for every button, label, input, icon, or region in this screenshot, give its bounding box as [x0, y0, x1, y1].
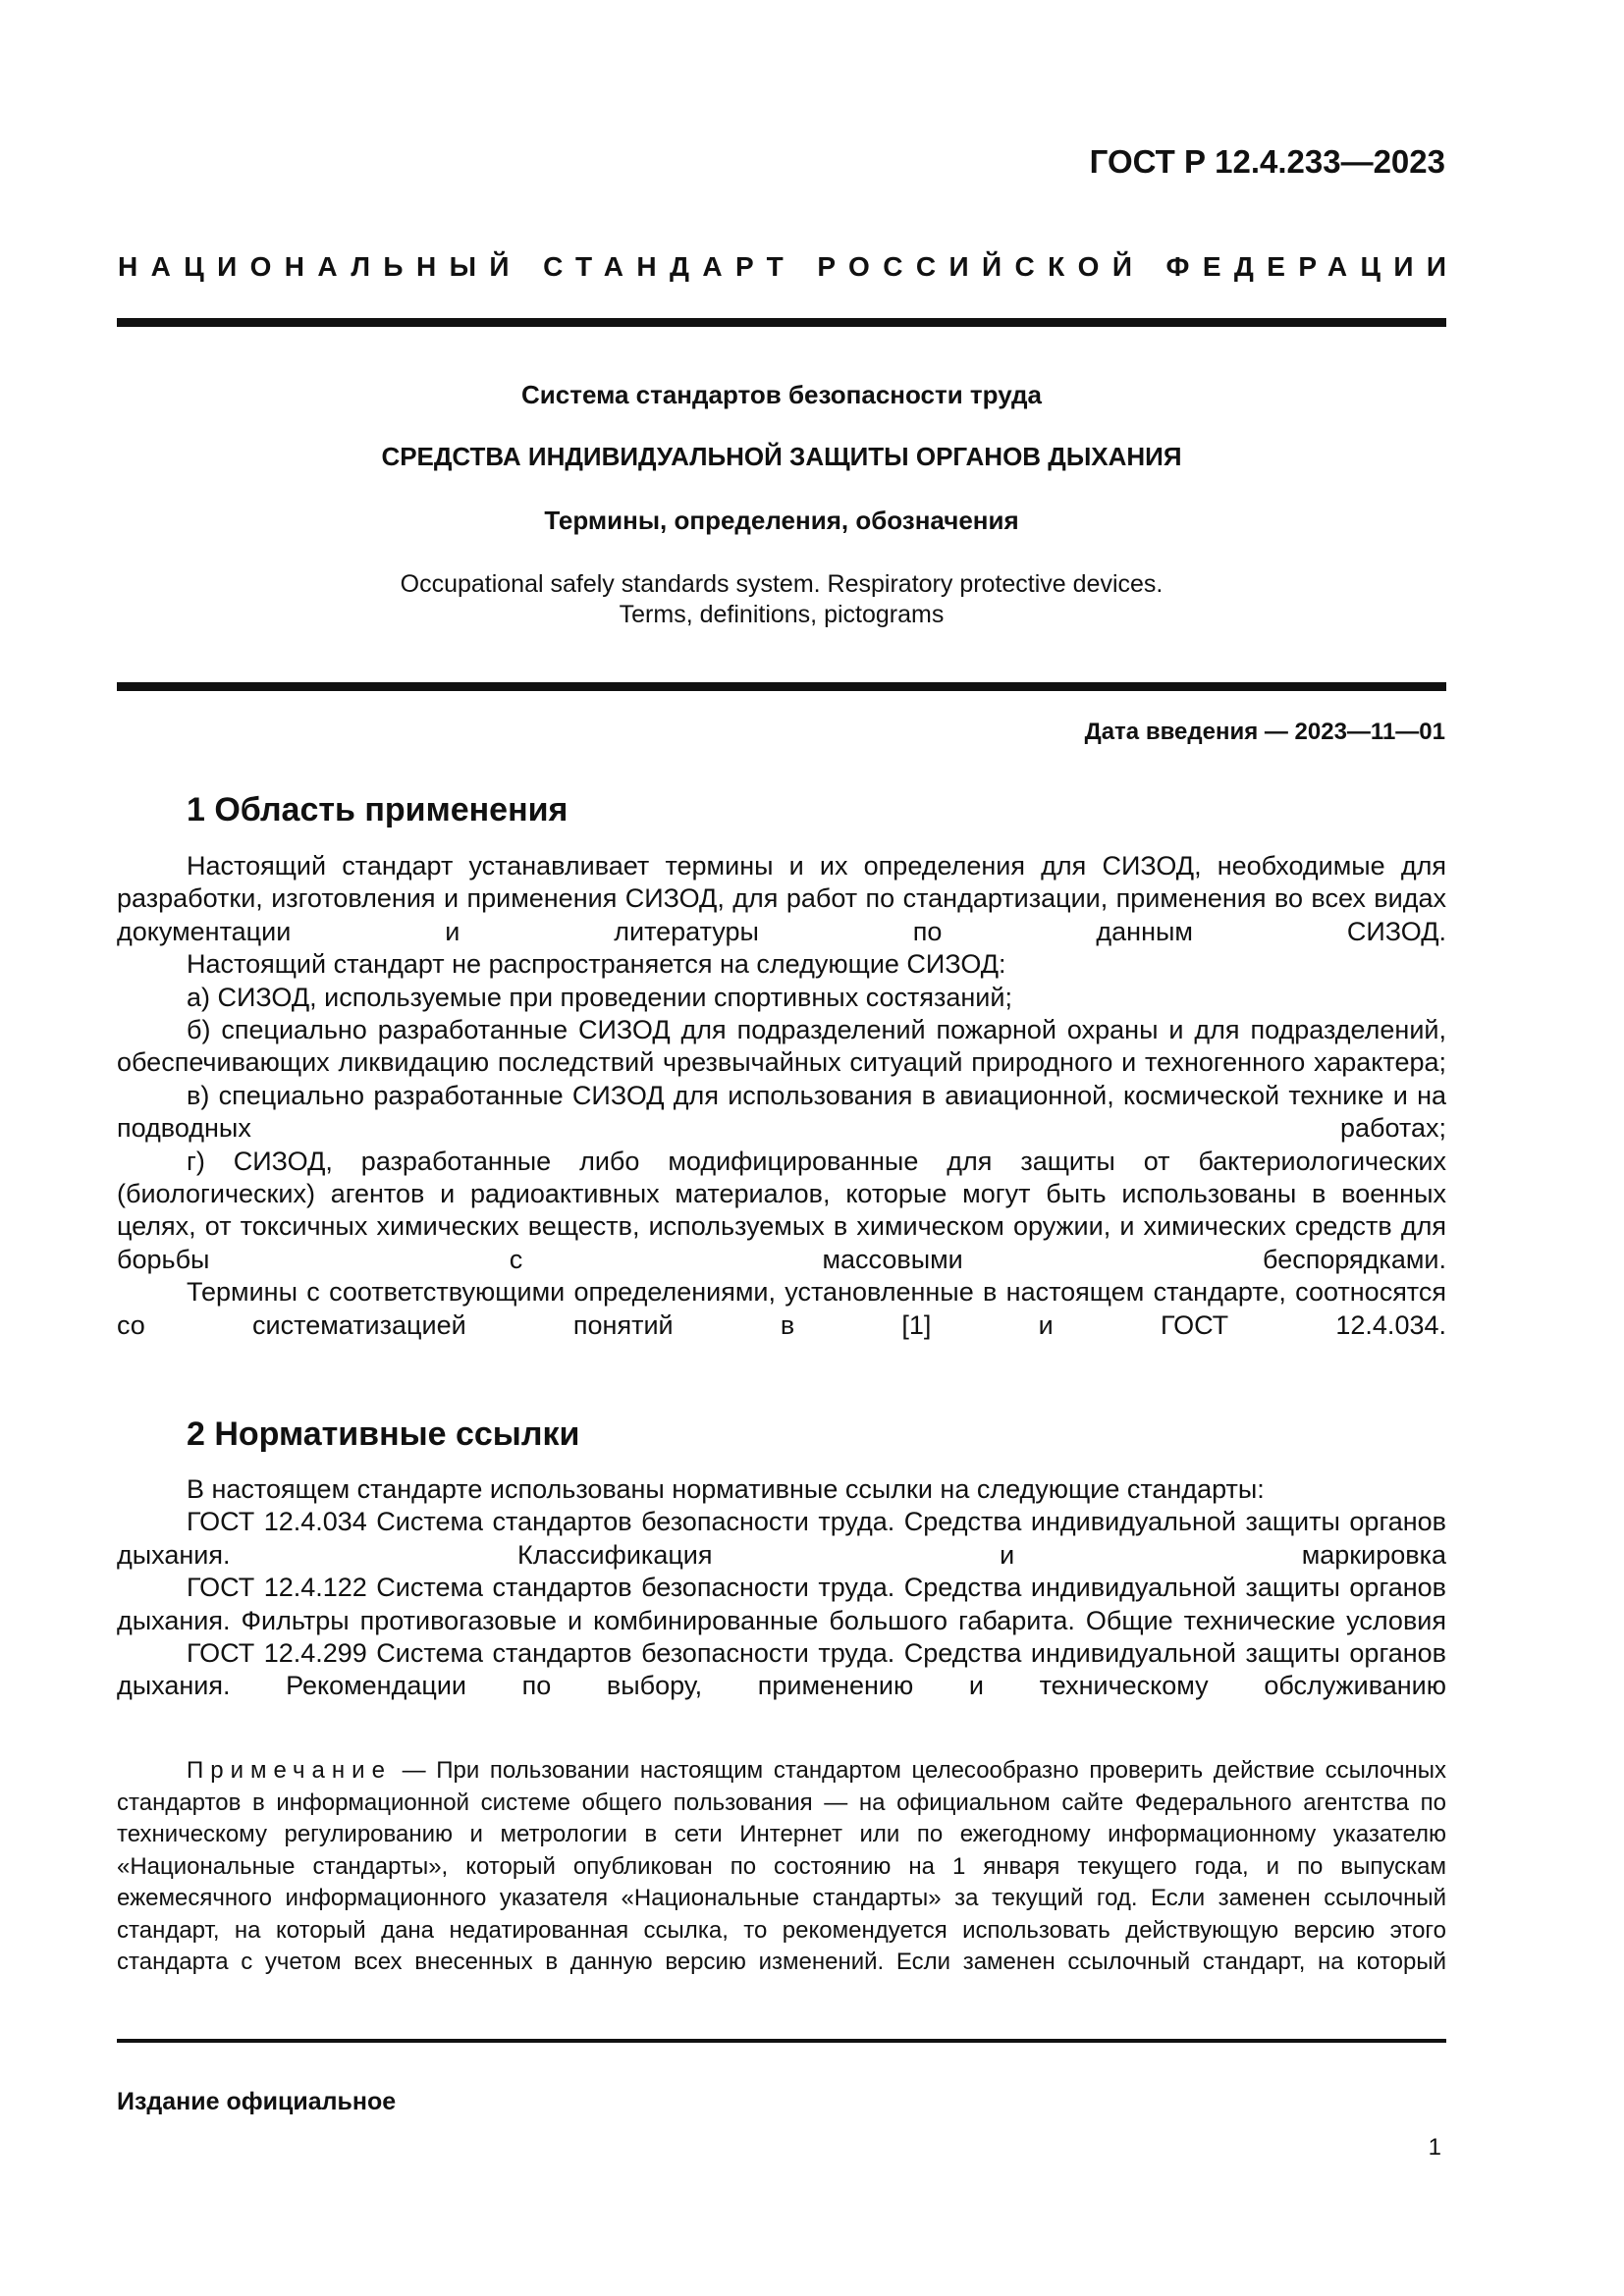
section-1-heading: 1 Область применения — [187, 791, 568, 828]
date-of-introduction: Дата введения — 2023—11—01 — [1084, 719, 1445, 745]
title-divider — [117, 682, 1446, 691]
reference-item: ГОСТ 12.4.034 Система стандартов безопасности труда. Средства индивидуальной защиты органов дыхания. Классификация и маркировка — [117, 1507, 1446, 1570]
standards-system-title: Система стандартов безопасности труда — [521, 380, 1042, 409]
page-number: 1 — [1428, 2134, 1441, 2161]
document-title: СРЕДСТВА ИНДИВИДУАЛЬНОЙ ЗАЩИТЫ ОРГАНОВ ДЫХАНИЯ — [381, 442, 1182, 471]
english-title-line-1: Occupational safely standards system. Respiratory protective devices. — [400, 570, 1164, 598]
english-title — [117, 569, 1446, 630]
document-subtitle: Термины, определения, обозначения — [544, 506, 1019, 535]
section-1-body — [117, 850, 1446, 1342]
note — [117, 1755, 1446, 1979]
reference-item: ГОСТ 12.4.122 Система стандартов безопасности труда. Средства индивидуальной защиты органов дыхания. Фильтры противогазовые и комбинированные большого габарита. Общие технические условия — [117, 1573, 1446, 1635]
paragraph: Термины с соответствующими определениями, установленные в настоящем стандарте, соотносятся со систематизацией понятий в [1] и ГОСТ 12.4.034. — [117, 1277, 1446, 1340]
reference-item: ГОСТ 12.4.299 Система стандартов безопасности труда. Средства индивидуальной защиты органов дыхания. Рекомендации по выбору, применению и техническому обслуживанию — [117, 1638, 1446, 1701]
header-divider — [117, 318, 1446, 327]
paragraph: Настоящий стандарт не распространяется на следующие СИЗОД: — [187, 949, 1006, 980]
section-2-heading: 2 Нормативные ссылки — [187, 1415, 580, 1453]
section-2-body — [117, 1473, 1446, 1703]
paragraph: Настоящий стандарт устанавливает термины и их определения для СИЗОД, необходимые для разработки, изготовления и применения СИЗОД, для работ по стандартизации, применения во всех видах документации и литературы по данным СИЗОД. — [117, 851, 1446, 946]
list-item: в) специально разработанные СИЗОД для использования в авиационной, космической технике и на подводных работах; — [117, 1080, 1446, 1144]
paragraph: В настоящем стандарте использованы нормативные ссылки на следующие стандарты: — [187, 1474, 1265, 1504]
list-item: а) СИЗОД, используемые при проведении спортивных состязаний; — [187, 982, 1012, 1012]
note-text: — При пользовании настоящим стандартом целесообразно проверить действие ссылочных стандартов в информационной системе общего пользования — на официальном сайте Федерального агентства по техническому регулированию и метрологии в сети Интернет или по ежегодному информационному указателю «Национальные стандарты», который опубликован по состоянию на 1 января текущего года, и по выпускам ежемесячного информационного указателя «Национальные стандарты» за текущий год. Если заменен ссылочный стандарт, на который дана недатированная ссылка, то рекомендуется использовать действующую версию этого стандарта с учетом всех внесенных в данную версию изменений. Если заменен ссылочный стандарт, на который — [117, 1757, 1446, 1975]
footer-divider — [117, 2039, 1446, 2043]
national-standard-banner: НАЦИОНАЛЬНЫЙ СТАНДАРТ РОССИЙСКОЙ ФЕДЕРАЦИИ — [118, 251, 1460, 282]
english-title-line-2: Terms, definitions, pictograms — [619, 601, 945, 628]
list-item: б) специально разработанные СИЗОД для подразделений пожарной охраны и для подразделений, обеспечивающих ликвидацию последствий чрезвычайных ситуаций природного и техногенного характера; — [117, 1015, 1446, 1078]
official-edition-label: Издание официальное — [117, 2088, 397, 2115]
document-number: ГОСТ Р 12.4.233—2023 — [1089, 143, 1445, 180]
list-item: г) СИЗОД, разработанные либо модифицированные для защиты от бактериологических (биологических) агентов и радиоактивных материалов, которые могут быть использованы в военных целях, от токсичных химических веществ, используемых в химическом оружии, и химических средств для борьбы с массовыми беспорядками. — [117, 1146, 1446, 1274]
note-label: Примечание — [187, 1757, 392, 1784]
